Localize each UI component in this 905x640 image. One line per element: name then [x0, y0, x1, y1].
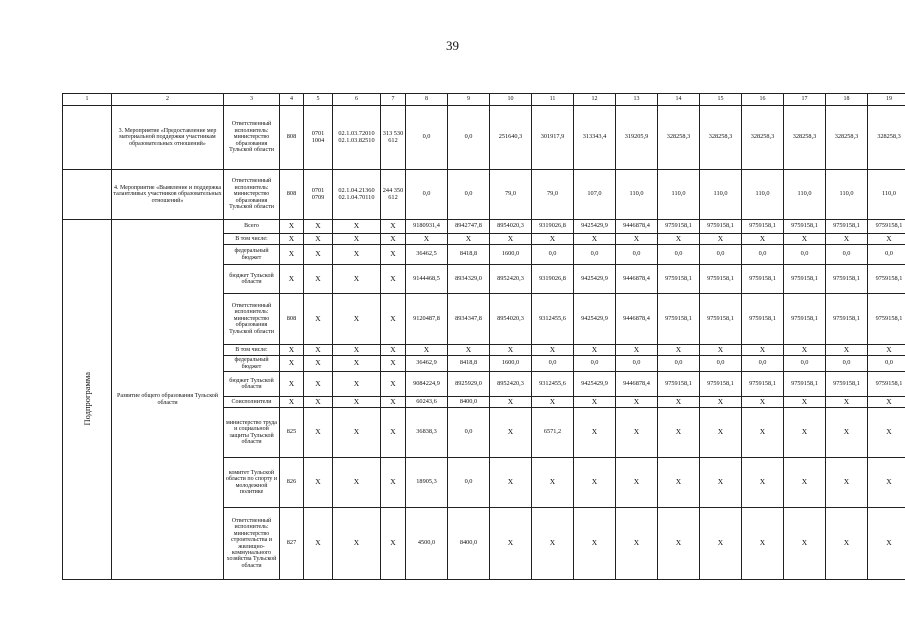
value-cell: 110,0 — [700, 170, 742, 220]
code-cell: X — [304, 294, 333, 345]
code-cell: X — [381, 356, 406, 372]
activity-name: 4. Мероприятие «Выявление и поддержка талантливых участников образовательных отношений» — [112, 170, 224, 220]
code-cell: X — [304, 245, 333, 265]
value-cell: 0,0 — [448, 170, 490, 220]
value-cell: X — [742, 234, 784, 245]
value-cell: 0,0 — [406, 170, 448, 220]
value-cell: 9759158,1 — [658, 294, 700, 345]
code-cell: X — [381, 508, 406, 580]
value-cell: X — [868, 458, 905, 508]
value-cell: 301917,9 — [532, 106, 574, 170]
column-number-cell: 3 — [224, 94, 280, 106]
code-cell: 827 — [280, 508, 304, 580]
value-cell: X — [784, 508, 826, 580]
value-cell: 328258,3 — [826, 106, 868, 170]
value-cell: X — [616, 508, 658, 580]
code-cell: X — [304, 372, 333, 397]
code-cell: X — [280, 245, 304, 265]
value-cell: X — [742, 345, 784, 356]
code-cell: X — [333, 508, 381, 580]
value-cell: X — [490, 408, 532, 458]
value-cell: 6571,2 — [532, 408, 574, 458]
value-cell: X — [616, 397, 658, 408]
code-cell: X — [280, 345, 304, 356]
value-cell: 9759158,1 — [700, 372, 742, 397]
value-cell: X — [658, 458, 700, 508]
code-cell: X — [381, 458, 406, 508]
code-cell: X — [304, 356, 333, 372]
value-cell: 36462,5 — [406, 245, 448, 265]
value-cell: X — [658, 408, 700, 458]
value-cell: X — [868, 508, 905, 580]
value-cell: 36462,9 — [406, 356, 448, 372]
value-cell: 251640,3 — [490, 106, 532, 170]
column-number-cell: 5 — [304, 94, 333, 106]
row-label: федеральный бюджет — [224, 245, 280, 265]
executor-cell: Ответственный исполнитель: министерство образования Тульской области — [224, 170, 280, 220]
value-cell: 0,0 — [784, 245, 826, 265]
value-cell: 79,0 — [532, 170, 574, 220]
value-cell: X — [490, 458, 532, 508]
value-cell: 9759158,1 — [742, 265, 784, 294]
code-cell: X — [304, 265, 333, 294]
value-cell: X — [784, 408, 826, 458]
code-cell: X — [381, 397, 406, 408]
value-cell: 9759158,1 — [700, 294, 742, 345]
value-cell: 18905,3 — [406, 458, 448, 508]
row-label: Ответственный исполнитель: министерство образования Тульской области — [224, 294, 280, 345]
column-number-cell: 4 — [280, 94, 304, 106]
code-cell: X — [280, 220, 304, 234]
value-cell: 9759158,1 — [784, 220, 826, 234]
code-cell: X — [381, 220, 406, 234]
value-cell: X — [784, 458, 826, 508]
value-cell: 0,0 — [616, 245, 658, 265]
value-cell: 0,0 — [406, 106, 448, 170]
value-cell: X — [658, 345, 700, 356]
column-number-cell: 1 — [63, 94, 112, 106]
value-cell: X — [532, 508, 574, 580]
header-row — [63, 94, 905, 106]
code-cell: 825 — [280, 408, 304, 458]
column-number-cell: 8 — [406, 94, 448, 106]
code-cell: X — [304, 220, 333, 234]
code-cell: 02.1.04.21360 02.1.04.70110 — [333, 170, 381, 220]
value-cell: 328258,3 — [784, 106, 826, 170]
value-cell: 9312455,6 — [532, 372, 574, 397]
empty-cell — [63, 106, 112, 170]
value-cell: 8934347,8 — [448, 294, 490, 345]
value-cell: X — [700, 458, 742, 508]
value-cell: 9446878,4 — [616, 265, 658, 294]
code-cell: X — [381, 294, 406, 345]
code-cell: X — [304, 408, 333, 458]
column-number-cell: 12 — [574, 94, 616, 106]
column-number-cell: 6 — [333, 94, 381, 106]
value-cell: 8952420,3 — [490, 265, 532, 294]
row-label: Ответственный исполнитель: министерство строительства и жилищно-коммунального хозяйства Тульской области — [224, 508, 280, 580]
code-cell: X — [333, 234, 381, 245]
value-cell: 0,0 — [868, 245, 905, 265]
code-cell: X — [333, 220, 381, 234]
code-cell: X — [333, 408, 381, 458]
subprogram-vertical-cell — [63, 220, 112, 580]
value-cell: 36838,3 — [406, 408, 448, 458]
value-cell: 110,0 — [658, 170, 700, 220]
code-cell: 0701 0709 — [304, 170, 333, 220]
value-cell: 9425429,9 — [574, 294, 616, 345]
value-cell: X — [658, 397, 700, 408]
value-cell: X — [826, 345, 868, 356]
column-number-cell: 17 — [784, 94, 826, 106]
value-cell: 0,0 — [700, 356, 742, 372]
code-cell: X — [333, 245, 381, 265]
code-cell: 808 — [280, 294, 304, 345]
code-cell: X — [304, 234, 333, 245]
value-cell: 9759158,1 — [700, 265, 742, 294]
value-cell: 9759158,1 — [784, 265, 826, 294]
code-cell: 02.1.03.72010 02.1.03.82510 — [333, 106, 381, 170]
value-cell: 0,0 — [448, 408, 490, 458]
column-number-cell: 11 — [532, 94, 574, 106]
value-cell: X — [658, 234, 700, 245]
value-cell: X — [490, 345, 532, 356]
column-number-cell: 14 — [658, 94, 700, 106]
value-cell: X — [700, 345, 742, 356]
value-cell: 9759158,1 — [826, 265, 868, 294]
row-label: Соисполнители — [224, 397, 280, 408]
code-cell: X — [304, 508, 333, 580]
code-cell: 244 350 612 — [381, 170, 406, 220]
value-cell: 110,0 — [742, 170, 784, 220]
code-cell: 313 530 612 — [381, 106, 406, 170]
value-cell: 8418,8 — [448, 245, 490, 265]
value-cell: 9759158,1 — [868, 372, 905, 397]
value-cell: 9759158,1 — [826, 294, 868, 345]
value-cell: 9446878,4 — [616, 294, 658, 345]
value-cell: 0,0 — [532, 356, 574, 372]
value-cell: X — [700, 234, 742, 245]
code-cell: X — [381, 372, 406, 397]
code-cell: X — [304, 397, 333, 408]
row-label: комитет Тульской области по спорту и молодежной политике — [224, 458, 280, 508]
code-cell: X — [304, 345, 333, 356]
code-cell: X — [381, 408, 406, 458]
value-cell: 9319026,8 — [532, 265, 574, 294]
value-cell: X — [868, 408, 905, 458]
code-cell: X — [381, 265, 406, 294]
value-cell: 9759158,1 — [826, 220, 868, 234]
activity-name: 3. Мероприятие «Предоставление мер материальной поддержки участникам образовательных отношений» — [112, 106, 224, 170]
value-cell: 8952420,3 — [490, 372, 532, 397]
value-cell: 328258,3 — [742, 106, 784, 170]
value-cell: 328258,3 — [700, 106, 742, 170]
value-cell: 9759158,1 — [742, 220, 784, 234]
code-cell: X — [280, 397, 304, 408]
row-label: бюджет Тульской области — [224, 372, 280, 397]
code-cell: X — [333, 458, 381, 508]
value-cell: 313343,4 — [574, 106, 616, 170]
code-cell: X — [333, 356, 381, 372]
column-number-cell: 7 — [381, 94, 406, 106]
value-cell: 328258,3 — [658, 106, 700, 170]
value-cell: X — [490, 234, 532, 245]
value-cell: X — [784, 397, 826, 408]
value-cell: 8400,0 — [448, 397, 490, 408]
code-cell: 0701 1004 — [304, 106, 333, 170]
value-cell: X — [616, 408, 658, 458]
value-cell: X — [406, 234, 448, 245]
value-cell: 79,0 — [490, 170, 532, 220]
value-cell: 60243,6 — [406, 397, 448, 408]
value-cell: 8418,8 — [448, 356, 490, 372]
value-cell: 8954020,3 — [490, 294, 532, 345]
value-cell: 0,0 — [826, 356, 868, 372]
value-cell: 9759158,1 — [868, 294, 905, 345]
code-cell: X — [333, 294, 381, 345]
value-cell: 328258,3 — [868, 106, 905, 170]
value-cell: 9759158,1 — [658, 220, 700, 234]
code-cell: X — [333, 372, 381, 397]
value-cell: X — [532, 345, 574, 356]
value-cell: 0,0 — [448, 106, 490, 170]
value-cell: 8942747,8 — [448, 220, 490, 234]
value-cell: X — [868, 234, 905, 245]
value-cell: 9425429,9 — [574, 265, 616, 294]
column-number-cell: 15 — [700, 94, 742, 106]
value-cell: 0,0 — [658, 245, 700, 265]
value-cell: 9446878,4 — [616, 220, 658, 234]
value-cell: X — [490, 397, 532, 408]
code-cell: X — [333, 265, 381, 294]
value-cell: 9319026,8 — [532, 220, 574, 234]
value-cell: X — [574, 397, 616, 408]
value-cell: X — [742, 458, 784, 508]
code-cell: X — [280, 372, 304, 397]
row-label: министерство труда и социальной защиты Тульской области — [224, 408, 280, 458]
code-cell: X — [381, 345, 406, 356]
value-cell: 9759158,1 — [784, 372, 826, 397]
value-cell: 9759158,1 — [658, 372, 700, 397]
value-cell: X — [742, 508, 784, 580]
code-cell: X — [333, 345, 381, 356]
code-cell: X — [381, 234, 406, 245]
empty-cell — [63, 170, 112, 220]
value-cell: X — [574, 458, 616, 508]
value-cell: 0,0 — [616, 356, 658, 372]
value-cell: 319205,9 — [616, 106, 658, 170]
value-cell: 9425429,9 — [574, 372, 616, 397]
column-number-cell: 13 — [616, 94, 658, 106]
value-cell: X — [532, 234, 574, 245]
column-number-cell: 10 — [490, 94, 532, 106]
value-cell: X — [784, 345, 826, 356]
value-cell: 0,0 — [742, 356, 784, 372]
value-cell: 9120487,8 — [406, 294, 448, 345]
value-cell: X — [574, 408, 616, 458]
value-cell: X — [532, 458, 574, 508]
value-cell: 107,0 — [574, 170, 616, 220]
table-row — [63, 106, 905, 170]
value-cell: 0,0 — [658, 356, 700, 372]
row-label: В том числе: — [224, 234, 280, 245]
code-cell: X — [333, 397, 381, 408]
page-number: 39 — [446, 38, 459, 53]
code-cell: 808 — [280, 170, 304, 220]
value-cell: 9446878,4 — [616, 372, 658, 397]
column-number-cell: 18 — [826, 94, 868, 106]
value-cell: 0,0 — [742, 245, 784, 265]
value-cell: 9759158,1 — [742, 372, 784, 397]
value-cell: 0,0 — [574, 356, 616, 372]
value-cell: X — [700, 508, 742, 580]
value-cell: X — [700, 408, 742, 458]
value-cell: X — [448, 234, 490, 245]
value-cell: X — [742, 397, 784, 408]
table-row — [63, 170, 905, 220]
value-cell: X — [868, 345, 905, 356]
value-cell: 9759158,1 — [826, 372, 868, 397]
code-cell: 826 — [280, 458, 304, 508]
value-cell: 9759158,1 — [658, 265, 700, 294]
value-cell: X — [826, 508, 868, 580]
subprogram-vertical-label: Подпрограмма — [82, 371, 92, 426]
value-cell: X — [574, 345, 616, 356]
value-cell: 0,0 — [448, 458, 490, 508]
value-cell: 0,0 — [574, 245, 616, 265]
value-cell: 0,0 — [532, 245, 574, 265]
value-cell: X — [826, 408, 868, 458]
value-cell: X — [616, 234, 658, 245]
value-cell: 9425429,9 — [574, 220, 616, 234]
value-cell: 9180931,4 — [406, 220, 448, 234]
code-cell: X — [280, 265, 304, 294]
value-cell: 9759158,1 — [700, 220, 742, 234]
value-cell: 0,0 — [700, 245, 742, 265]
code-cell: X — [304, 458, 333, 508]
value-cell: X — [532, 397, 574, 408]
value-cell: 110,0 — [784, 170, 826, 220]
column-number-cell: 9 — [448, 94, 490, 106]
value-cell: 9759158,1 — [742, 294, 784, 345]
value-cell: X — [658, 508, 700, 580]
table-row — [63, 220, 905, 234]
code-cell: X — [381, 245, 406, 265]
code-cell: X — [280, 234, 304, 245]
value-cell: 9759158,1 — [868, 265, 905, 294]
value-cell: 9312455,6 — [532, 294, 574, 345]
budget-table — [62, 93, 905, 580]
row-label: Всего — [224, 220, 280, 234]
value-cell: X — [826, 234, 868, 245]
value-cell: X — [406, 345, 448, 356]
value-cell: 8954020,3 — [490, 220, 532, 234]
column-number-cell: 2 — [112, 94, 224, 106]
executor-cell: Ответственный исполнитель: министерство образования Тульской области — [224, 106, 280, 170]
column-number-cell: 19 — [868, 94, 905, 106]
row-label: федеральный бюджет — [224, 356, 280, 372]
value-cell: X — [826, 458, 868, 508]
value-cell: X — [868, 397, 905, 408]
value-cell: X — [616, 345, 658, 356]
value-cell: 9759158,1 — [784, 294, 826, 345]
value-cell: 0,0 — [826, 245, 868, 265]
value-cell: X — [616, 458, 658, 508]
value-cell: 110,0 — [868, 170, 905, 220]
column-number-cell: 16 — [742, 94, 784, 106]
value-cell: 9084224,9 — [406, 372, 448, 397]
value-cell: X — [742, 408, 784, 458]
value-cell: 8925929,0 — [448, 372, 490, 397]
value-cell: 8934329,0 — [448, 265, 490, 294]
value-cell: X — [448, 345, 490, 356]
value-cell: 110,0 — [616, 170, 658, 220]
value-cell: 9144468,5 — [406, 265, 448, 294]
code-cell: X — [280, 356, 304, 372]
value-cell: 110,0 — [826, 170, 868, 220]
value-cell: 0,0 — [784, 356, 826, 372]
value-cell: X — [826, 397, 868, 408]
value-cell: 0,0 — [868, 356, 905, 372]
value-cell: X — [700, 397, 742, 408]
value-cell: 1600,0 — [490, 356, 532, 372]
value-cell: 1600,0 — [490, 245, 532, 265]
value-cell: X — [784, 234, 826, 245]
row-label: В том числе: — [224, 345, 280, 356]
value-cell: 9759158,1 — [868, 220, 905, 234]
value-cell: 4500,0 — [406, 508, 448, 580]
subprogram-name: Развитие общего образования Тульской области — [112, 220, 224, 580]
row-label: бюджет Тульской области — [224, 265, 280, 294]
value-cell: 8400,0 — [448, 508, 490, 580]
value-cell: X — [490, 508, 532, 580]
code-cell: 808 — [280, 106, 304, 170]
value-cell: X — [574, 508, 616, 580]
value-cell: X — [574, 234, 616, 245]
